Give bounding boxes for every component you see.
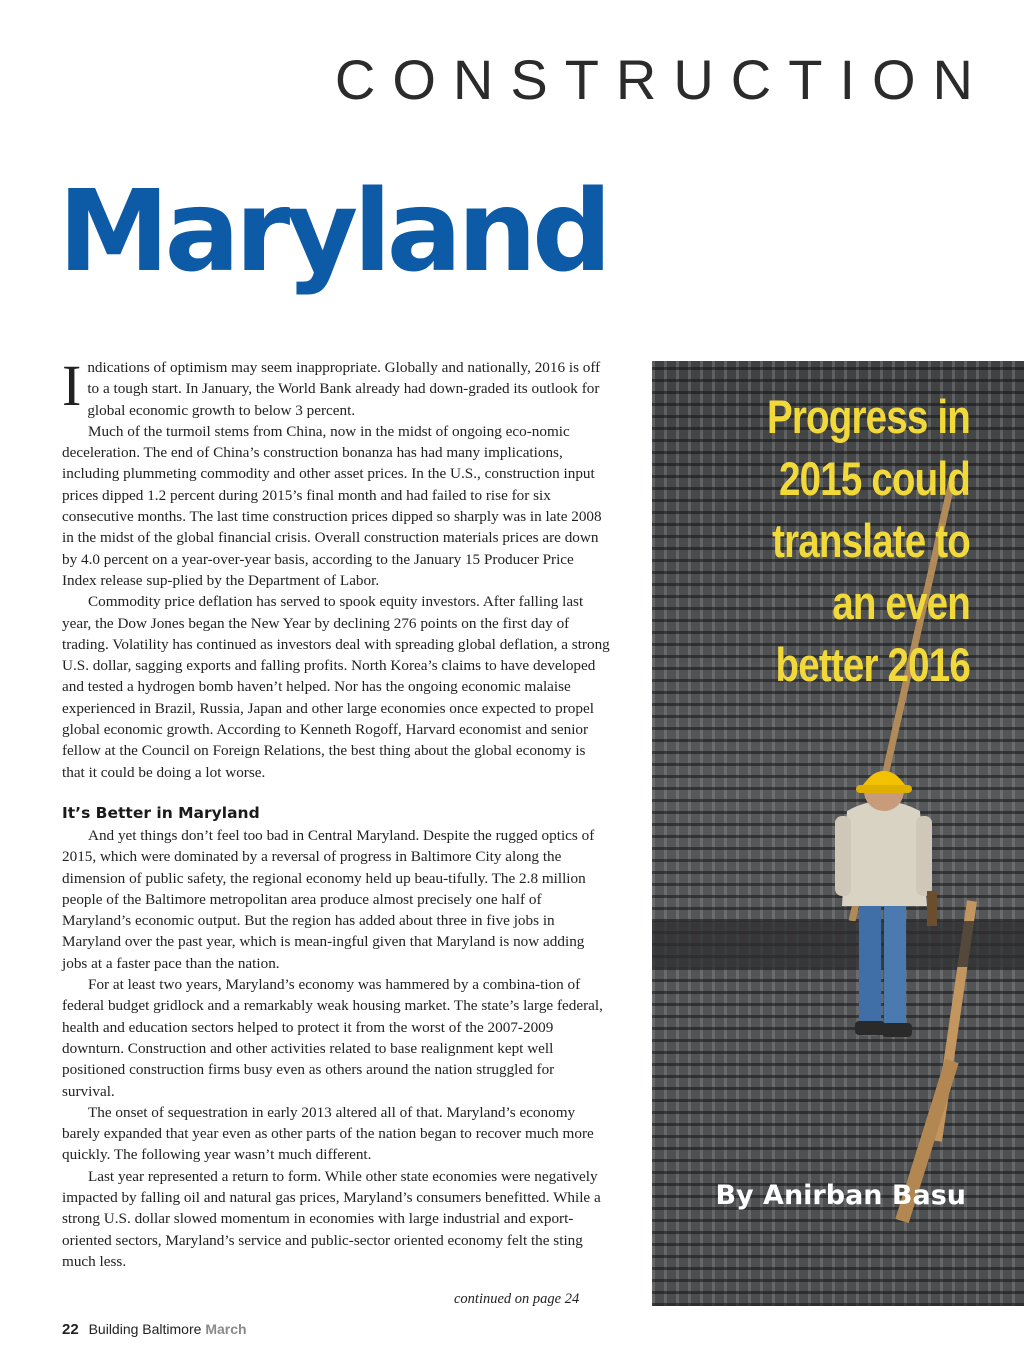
- publication-name: Building Baltimore: [88, 1321, 202, 1337]
- paragraph: Much of the turmoil stems from China, now in the midst of ongoing eco-nomic deceleration. The end of China’s construction bonanza has had many implications, including plummeting commodity and other asset prices. In the U.S., construction input prices dipped 1.2 percent during 2015’s final month and had failed to rise for six consecutive months. The last time construction prices dipped so sharply was in late 2008 in the midst of the global financial crisis. Overall construction materials prices are down by 4.0 percent on a year-over-year basis, according to the January 15 Producer Price Index release sup-plied by the Department of Labor.: [62, 422, 602, 589]
- paragraph: The onset of sequestration in early 2013 altered all of that. Maryland’s economy barely expanded that year even as other parts of the nation began to recover much more quickly. The following year wasn’t much different.: [62, 1103, 594, 1164]
- continued-note: continued on page 24: [454, 1291, 580, 1307]
- drop-cap: I: [62, 353, 82, 418]
- headline-line: better 2016: [775, 638, 970, 691]
- paragraph: Last year represented a return to form. While other state economies were negatively impacted by falling oil and natural gas prices, Maryland’s consumers benefitted. While a strong U.S. dollar slowed momentum in economies with large industrial and export-oriented sectors, Maryland’s service and public-sector oriented economy felt the sting much less.: [62, 1167, 601, 1270]
- rebar-bundle: [652, 921, 1024, 967]
- lead-paragraph: [62, 353, 610, 421]
- page-number: 22: [62, 1321, 79, 1338]
- paragraph: For at least two years, Maryland’s economy was hammered by a combina-tion of federal budget gridlock and a remarkably weak housing market. The state’s large federal, health and education sectors helped to protect it from the worst of the 2007-2009 downturn. Construction and other activities related to base realignment kept well positioned construction firms busy even as others around the nation struggled for survival.: [62, 976, 603, 1100]
- author-byline: By Anirban Basu: [715, 1180, 966, 1211]
- section-title: CONSTRUCTION: [334, 48, 990, 111]
- paragraph: And yet things don’t feel too bad in Central Maryland. Despite the rugged optics of 2015, which were dominated by a reversal of progress in Baltimore City along the dimension of public safety, the regional economy held up beau-tifully. The 2.8 million people of the Baltimore metropolitan area produce almost precisely one half of Maryland’s economic output. But the region has added about three in five jobs in Maryland over the past year, which is mean-ingful given that Maryland is now adding jobs at a faster pace than the nation.: [62, 826, 595, 972]
- headline-line: 2015 could: [778, 452, 970, 505]
- page-footer: [62, 1321, 247, 1338]
- lead-text: ndications of optimism may seem inappropriate. Globally and nationally, 2016 is off to a tough start. In January, the World Bank already had down-graded its outlook for global economic growth to below 3 percent.: [87, 359, 601, 419]
- worker-figure: [835, 771, 937, 1037]
- sidebar-headline: [709, 386, 970, 696]
- headline-line: translate to: [772, 514, 970, 567]
- headline-line: Progress in: [766, 390, 970, 443]
- masthead-title: Maryland: [58, 167, 608, 297]
- subheading: It’s Better in Maryland: [62, 803, 260, 822]
- headline-line: an even: [832, 576, 970, 629]
- paragraph: Commodity price deflation has served to spook equity investors. After falling last year, the Dow Jones began the New Year by declining 276 points on the first day of trading. Volatility has continued as investors deal with spreading global deflation, a strong U.S. dollar, sagging exports and falling profits. North Korea’s claims to have developed and tested a hydrogen bomb haven’t helped. Nor has the ongoing economic malaise experienced in Brazil, Russia, Japan and other large economies once expected to propel global economic growth. According to Kenneth Rogoff, Harvard economist and senior fellow at the Council on Foreign Relations, the best thing about the global economy is that it could be doing a lot worse.: [62, 593, 610, 781]
- issue-month: March: [205, 1321, 247, 1337]
- article-body: [62, 353, 610, 1272]
